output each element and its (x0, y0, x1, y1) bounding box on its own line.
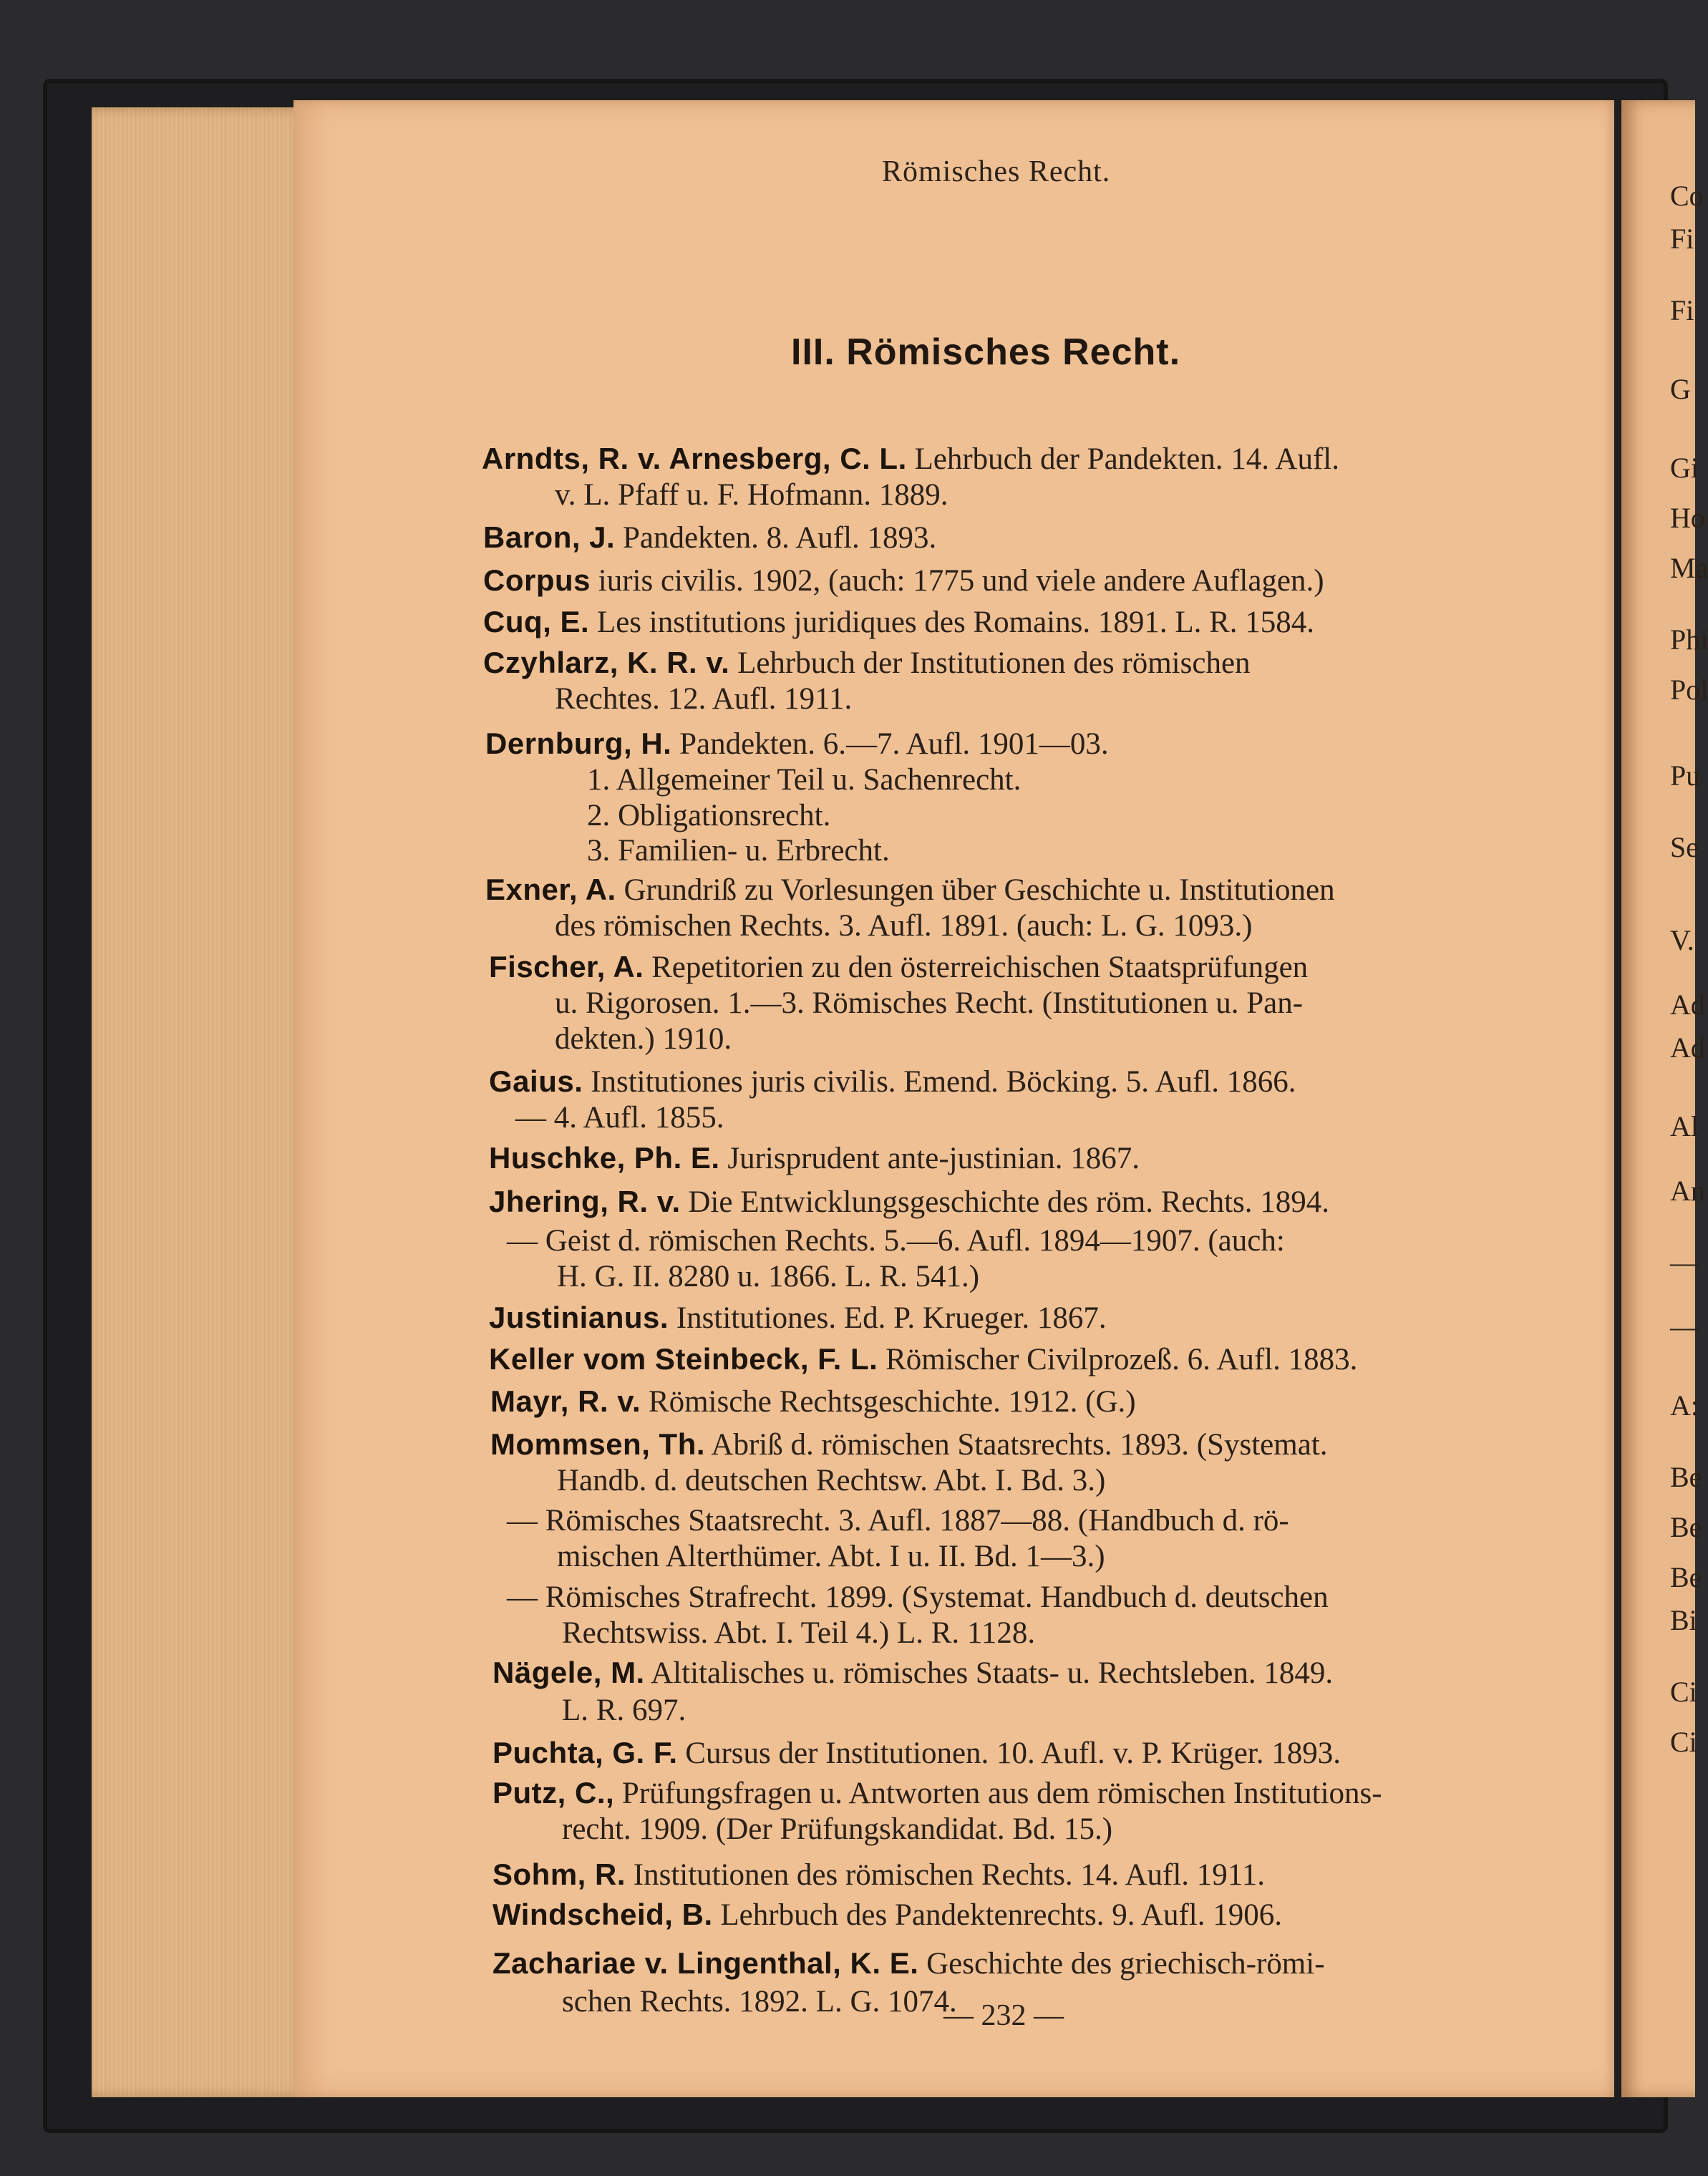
entry-text: Institutionen des römischen Rechts. 14. Aufl. 1911. (633, 1858, 1265, 1892)
entry-text: mischen Alterthümer. Abt. I u. II. Bd. 1—3.) (557, 1540, 1105, 1573)
entry-author: Windscheid, B. (492, 1898, 713, 1931)
next-page-fragment: An (1670, 1175, 1705, 1207)
entry-text: Les institutions juridiques des Romains. 1891. L. R. 1584. (596, 606, 1315, 639)
entry-text: Rechtes. 12. Aufl. 1911. (555, 682, 853, 716)
bibliography-line (492, 1778, 1382, 1809)
bibliography-line (587, 800, 830, 831)
next-page-fragment: Ad (1670, 1031, 1705, 1064)
next-page-fragment: Phi (1670, 623, 1708, 656)
bibliography-line (492, 1948, 1325, 1979)
entry-text: Rechtswiss. Abt. I. Teil 4.) L. R. 1128. (562, 1616, 1036, 1650)
entry-text: recht. 1909. (Der Prüfungskandidat. Bd. 15.) (562, 1812, 1113, 1846)
entry-text: Jurisprudent ante-justinian. 1867. (727, 1142, 1140, 1175)
bibliography-line (555, 910, 1253, 941)
page-number: — 232 — (943, 1999, 1064, 2032)
entry-text: Altitalisches u. römisches Staats- u. Rechtsleben. 1849. (651, 1656, 1334, 1690)
entry-text: Institutiones juris civilis. Emend. Böcking. 5. Aufl. 1866. (591, 1065, 1296, 1099)
entry-author: Arndts, R. v. Arnesberg, C. L. (482, 442, 907, 475)
entry-author: Keller vom Steinbeck, F. L. (489, 1342, 878, 1376)
bibliography-line (489, 1303, 1107, 1334)
next-page-fragment: Se (1670, 831, 1699, 863)
entry-text: Römischer Civilprozeß. 6. Aufl. 1883. (885, 1343, 1358, 1376)
entry-text: L. R. 697. (562, 1694, 686, 1727)
entry-author: Dernburg, H. (485, 727, 672, 760)
entry-text: Pandekten. 8. Aufl. 1893. (622, 521, 937, 555)
next-page-edge (1621, 100, 1708, 2097)
entry-author: Cuq, E. (483, 605, 590, 638)
bibliography-line (482, 444, 1339, 475)
bibliography-line (483, 565, 1324, 596)
entry-text: Grundriß zu Vorlesungen über Geschichte u. Institutionen (623, 873, 1335, 907)
entry-text: 1. Allgemeiner Teil u. Sachenrecht. (587, 763, 1022, 797)
entry-author: Baron, J. (483, 520, 616, 554)
bibliography-line (492, 1658, 1333, 1689)
next-page-fragment: — (1670, 1311, 1699, 1343)
bibliography-line (483, 607, 1314, 638)
running-head: Römisches Recht. (882, 155, 1111, 188)
next-page-fragment: Pu (1670, 759, 1701, 792)
bibliography-line (489, 952, 1308, 983)
entry-author: Mommsen, Th. (490, 1427, 706, 1461)
bibliography-line (489, 1143, 1140, 1174)
entry-text: — Römisches Strafrecht. 1899. (Systemat. Handbuch d. deutschen (507, 1580, 1329, 1614)
entry-text: Institutiones. Ed. P. Krueger. 1867. (676, 1301, 1107, 1335)
entry-author: Corpus (483, 563, 591, 597)
bibliography-line (483, 520, 937, 555)
bibliography-line (507, 1582, 1329, 1613)
next-page-fragment: G (1670, 373, 1691, 405)
bibliography-line (587, 835, 890, 866)
next-page-fragment: A: (1670, 1389, 1699, 1422)
entry-text: Cursus der Institutionen. 10. Aufl. v. P. Krüger. 1893. (685, 1737, 1341, 1770)
bibliography-line (490, 1386, 1136, 1417)
page-edges (92, 107, 306, 2097)
entry-author: Zachariae v. Lingenthal, K. E. (492, 1946, 919, 1980)
entry-text: iuris civilis. 1902, (auch: 1775 und viele andere Auflagen.) (598, 564, 1324, 598)
bibliography-line (557, 1261, 979, 1292)
next-page-fragment: Bi (1670, 1604, 1697, 1636)
entry-text: 3. Familien- u. Erbrecht. (587, 834, 890, 868)
entry-text: — 4. Aufl. 1855. (515, 1101, 724, 1135)
next-page-fragment: Ci (1670, 1676, 1697, 1708)
bibliography-line (562, 1695, 686, 1726)
entry-author: Justinianus. (489, 1301, 669, 1334)
entry-author: Puchta, G. F. (492, 1736, 678, 1769)
entry-text: Repetitorien zu den österreichischen Staatsprüfungen (651, 951, 1309, 984)
next-page-fragment: Fi (1670, 223, 1694, 255)
bibliography-line (490, 1429, 1327, 1460)
bibliography-line (492, 1738, 1341, 1769)
next-page-fragment: Pol (1670, 674, 1708, 706)
next-page-fragment: Fi (1670, 294, 1694, 326)
bibliography-line (485, 875, 1335, 905)
bibliography-line (515, 1102, 724, 1133)
next-page-fragment: Ma (1670, 552, 1708, 584)
chapter-title: III. Römisches Recht. (791, 331, 1181, 373)
bibliography-line (489, 1064, 1296, 1099)
entry-text: Prüfungsfragen u. Antworten aus dem römischen Institutions- (621, 1777, 1382, 1810)
bibliography-line (492, 1857, 1265, 1892)
bibliography-line (485, 729, 1109, 759)
next-page-fragment: Al (1670, 1110, 1699, 1142)
entry-text: Handb. d. deutschen Rechtsw. Abt. I. Bd. 3.) (557, 1464, 1106, 1497)
bibliography-line (562, 1986, 957, 2017)
bibliography-line (555, 480, 948, 510)
bibliography-line (557, 1465, 1105, 1496)
entry-author: Fischer, A. (489, 950, 644, 983)
entry-author: Putz, C., (492, 1776, 615, 1810)
bibliography-line (483, 648, 1251, 679)
bibliography-line (557, 1541, 1105, 1572)
entry-author: Jhering, R. v. (489, 1185, 681, 1218)
entry-text: H. G. II. 8280 u. 1866. L. R. 541.) (557, 1260, 980, 1293)
next-page-fragment: Ad (1670, 989, 1705, 1021)
next-page-fragment: V. (1670, 924, 1694, 956)
entry-author: Huschke, Ph. E. (489, 1141, 720, 1175)
bibliography-line (555, 684, 852, 714)
bibliography-line (492, 1900, 1282, 1930)
next-page-fragment: Be (1670, 1561, 1702, 1593)
entry-author: Czyhlarz, K. R. v. (483, 646, 730, 679)
bibliography-line (587, 764, 1021, 795)
bibliography-line (489, 1187, 1329, 1218)
entry-author: Exner, A. (485, 873, 616, 906)
entry-author: Mayr, R. v. (490, 1384, 641, 1418)
entry-text: Geschichte des griechisch-römi- (926, 1947, 1325, 1981)
entry-text: schen Rechts. 1892. L. G. 1074. (562, 1985, 957, 2019)
entry-text: dekten.) 1910. (555, 1022, 732, 1056)
bibliography-line (555, 1024, 732, 1054)
next-page-fragment: Ci (1670, 1726, 1697, 1758)
entry-text: u. Rigorosen. 1.—3. Römisches Recht. (Institutionen u. Pan- (555, 986, 1304, 1020)
entry-text: — Geist d. römischen Rechts. 5.—6. Aufl. 1894—1907. (auch: (507, 1224, 1285, 1258)
entry-author: Nägele, M. (492, 1656, 645, 1689)
bibliography-line (562, 1618, 1035, 1648)
entry-text: Lehrbuch der Pandekten. 14. Aufl. (914, 442, 1339, 476)
next-page-fragment: — (1670, 1246, 1699, 1278)
bibliography-line (507, 1225, 1285, 1256)
bibliography-line (507, 1505, 1289, 1536)
entry-text: Lehrbuch der Institutionen des römischen (737, 646, 1251, 680)
entry-text: Pandekten. 6.—7. Aufl. 1901—03. (679, 727, 1109, 761)
bibliography-line (555, 988, 1303, 1019)
next-page-fragment: Ho (1670, 502, 1705, 534)
entry-text: des römischen Rechts. 3. Aufl. 1891. (auch: L. G. 1093.) (555, 909, 1253, 943)
entry-author: Sohm, R. (492, 1857, 626, 1891)
entry-text: Abriß d. römischen Staatsrechts. 1893. (Systemat. (711, 1428, 1328, 1462)
entry-text: — Römisches Staatsrecht. 3. Aufl. 1887—88. (Handbuch d. rö- (507, 1504, 1289, 1538)
entry-text: Die Entwicklungsgeschichte des röm. Rechts. 1894. (688, 1185, 1330, 1219)
entry-text: v. L. Pfaff u. F. Hofmann. 1889. (555, 478, 948, 512)
entry-text: Römische Rechtsgeschichte. 1912. (G.) (648, 1385, 1136, 1419)
bibliography-line (489, 1344, 1357, 1375)
entry-text: 2. Obligationsrecht. (587, 799, 831, 832)
entry-text: Lehrbuch des Pandektenrechts. 9. Aufl. 1906. (720, 1898, 1282, 1932)
next-page-fragment: Be (1670, 1461, 1702, 1493)
next-page-fragment: Be (1670, 1511, 1702, 1543)
entry-author: Gaius. (489, 1064, 583, 1098)
next-page-fragment: Gi (1670, 452, 1699, 484)
bibliography-line (562, 1814, 1112, 1845)
next-page-fragment: Co (1670, 180, 1704, 212)
